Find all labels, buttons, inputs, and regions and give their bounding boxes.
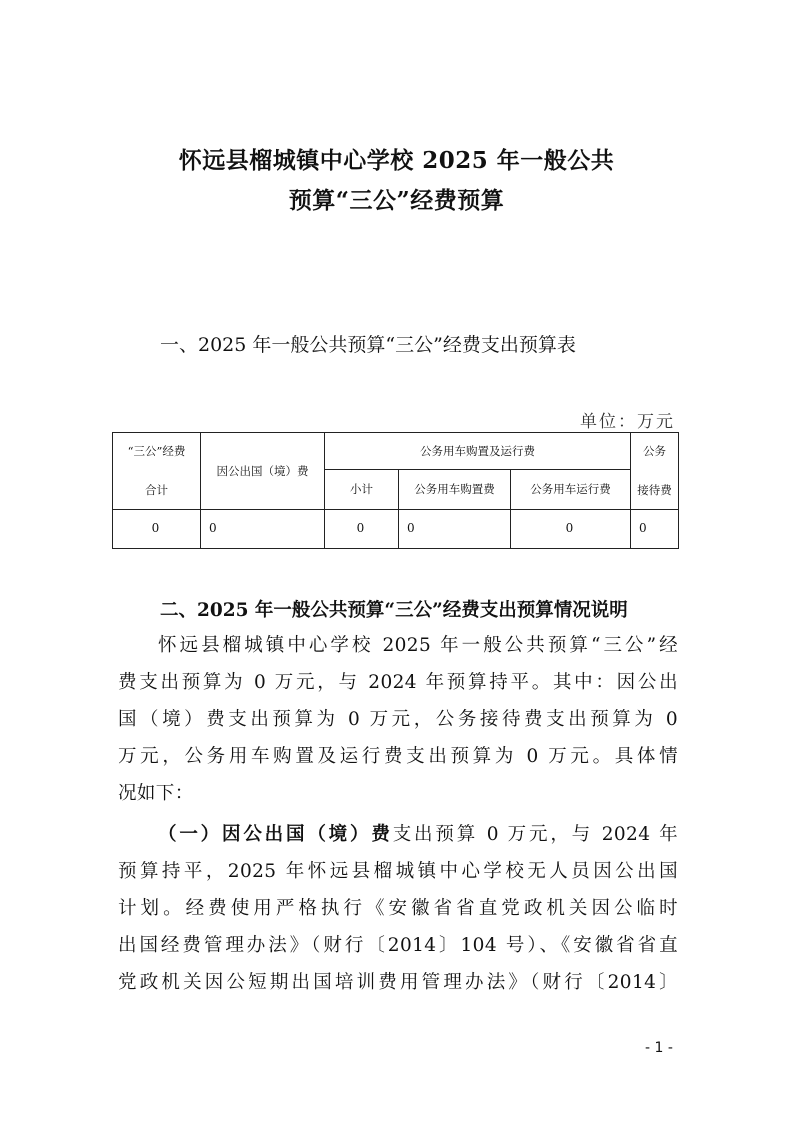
header-operation: 公务用车运行费 bbox=[511, 470, 631, 510]
para1-line: 费支出预算为 0 万元，与 2024 年预算持平。其中：因公出 bbox=[118, 672, 678, 693]
header-subtotal: 小计 bbox=[325, 470, 399, 510]
para2-first-line bbox=[158, 820, 678, 846]
para1-line: 怀远县榴城镇中心学校 2025 年一般公共预算“三公”经 bbox=[158, 635, 678, 656]
section2-heading: 二、2025 年一般公共预算“三公”经费支出预算情况说明 bbox=[160, 600, 628, 621]
para2-line: 出国经费管理办法》（财行〔2014〕104 号）、《安徽省省直 bbox=[118, 935, 678, 956]
document-title-line2: 预算“三公”经费预算 bbox=[288, 187, 505, 214]
value-abroad: 0 bbox=[201, 510, 325, 549]
para2-line: 计划。经费使用严格执行《安徽省省直党政机关因公临时 bbox=[118, 898, 678, 919]
para1-line: 况如下： bbox=[118, 783, 194, 804]
header-total bbox=[113, 433, 201, 510]
document-title-line1: 怀远县榴城镇中心学校 2025 年一般公共 bbox=[178, 147, 615, 174]
value-subtotal: 0 bbox=[325, 510, 399, 549]
para1-line: 国（境）费支出预算为 0 万元，公务接待费支出预算为 0 bbox=[118, 709, 678, 730]
header-reception-top: 公务 bbox=[643, 444, 666, 459]
header-vehicle-group: 公务用车购置及运行费 bbox=[325, 433, 631, 470]
page-number: - 1 - bbox=[645, 1040, 673, 1056]
header-abroad: 因公出国（境）费 bbox=[201, 433, 325, 510]
table-row bbox=[113, 510, 679, 549]
para2-line: 党政机关因公短期出国培训费用管理办法》（财行〔2014〕 bbox=[118, 972, 678, 993]
value-operation: 0 bbox=[511, 510, 631, 549]
para2-line: 预算持平，2025 年怀远县榴城镇中心学校无人员因公出国 bbox=[118, 861, 678, 882]
value-reception: 0 bbox=[631, 510, 679, 549]
header-purchase: 公务用车购置费 bbox=[399, 470, 511, 510]
section1-heading: 一、2025 年一般公共预算“三公”经费支出预算表 bbox=[160, 334, 576, 356]
header-reception bbox=[631, 433, 679, 510]
header-total-bottom: 合计 bbox=[145, 483, 168, 497]
value-purchase: 0 bbox=[399, 510, 511, 549]
para2-lead: （一）因公出国（境）费 bbox=[158, 824, 393, 845]
budget-table bbox=[112, 432, 679, 549]
value-total: 0 bbox=[113, 510, 201, 549]
para2-first-rest: 支出预算 0 万元，与 2024 年 bbox=[392, 824, 679, 845]
para1-line: 万元，公务用车购置及运行费支出预算为 0 万元。具体情 bbox=[118, 746, 678, 767]
unit-label: 单位：万元 bbox=[580, 412, 675, 432]
header-reception-bottom: 接待费 bbox=[637, 483, 672, 497]
header-total-top: “三公”经费 bbox=[127, 444, 186, 459]
